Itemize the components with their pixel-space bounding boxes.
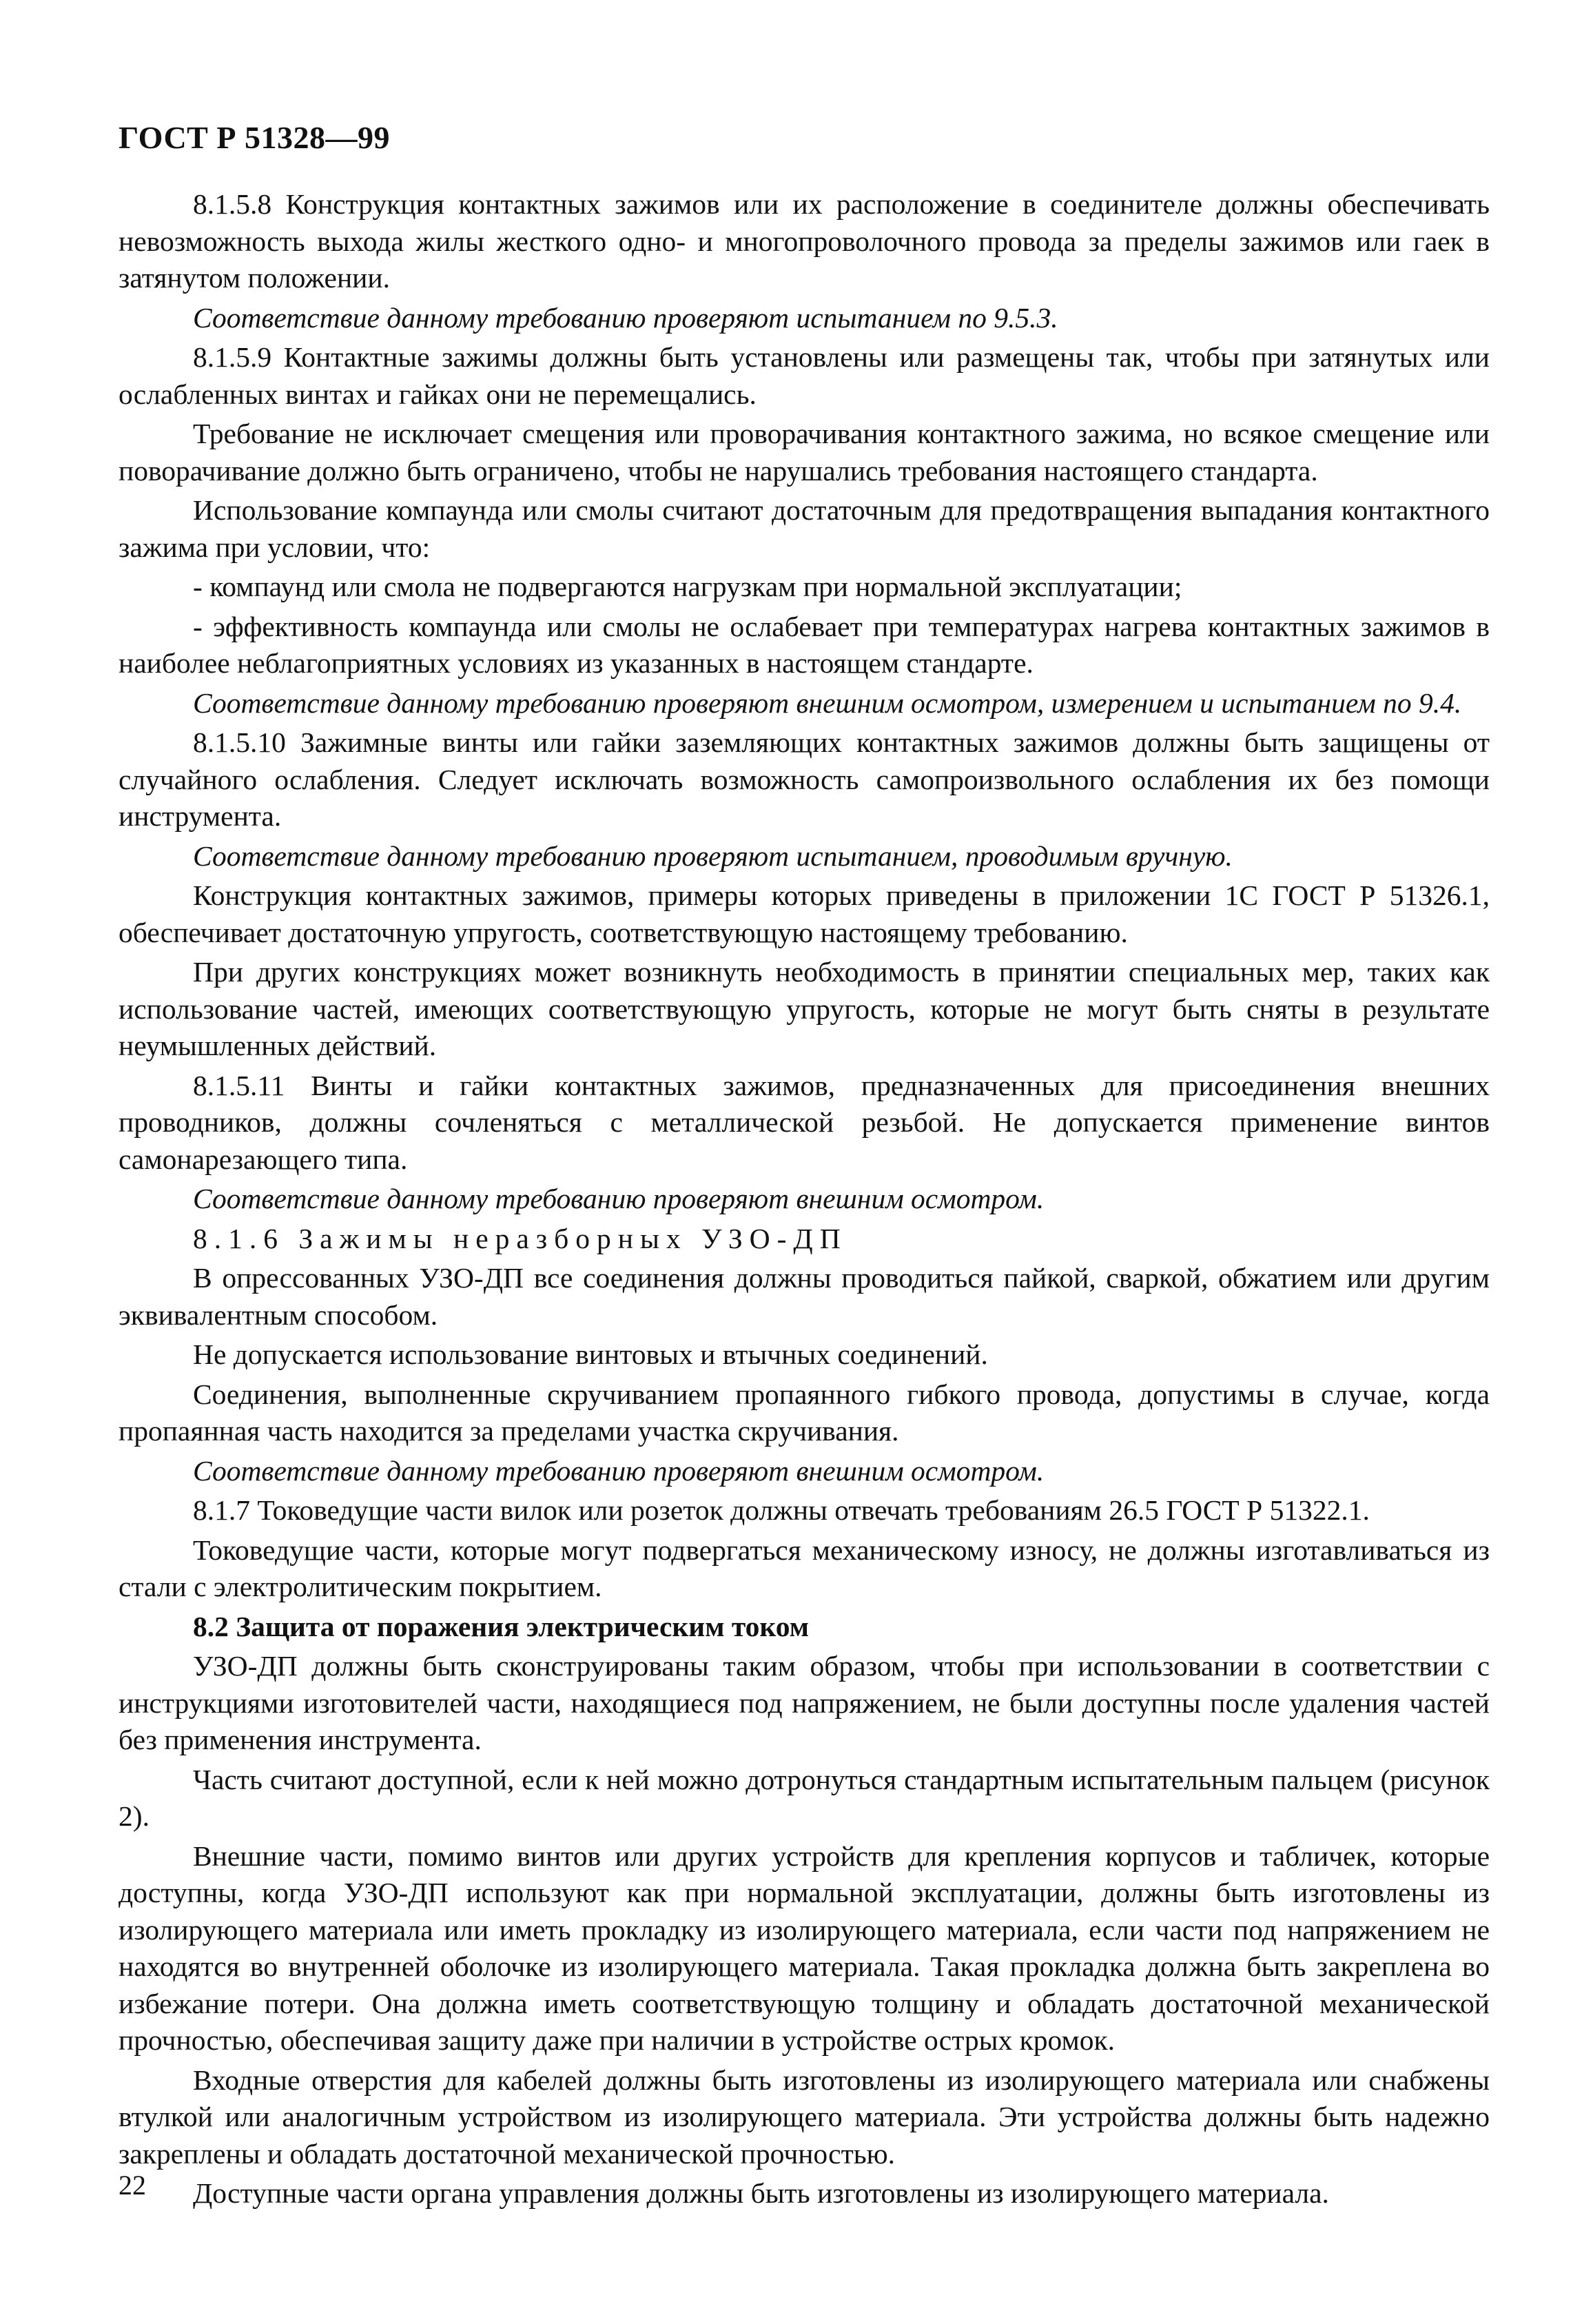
paragraph: Соответствие данному требованию проверяют внешним осмотром. (193, 1183, 1045, 1214)
paragraph: Часть считают доступной, если к ней можно дотронуться стандартным испытательным пальцем (рисунок 2). (119, 1763, 1490, 1832)
paragraph: Соответствие данному требованию проверяют внешним осмотром. (193, 1454, 1045, 1487)
paragraph: - эффективность компаунда или смолы не ослабевает при температурах нагрева контактных зажимов в наиболее неблагоприятных условиях из указанных в настоящем стандарте. (119, 610, 1490, 679)
paragraph: Токоведущие части, которые могут подвергаться механическому износу, не должны изготавливаться из стали с электролитическим покрытием. (119, 1533, 1490, 1602)
paragraph: Соответствие данному требованию проверяют испытанием, проводимым вручную. (193, 839, 1233, 872)
paragraph: 8.1.5.9 Контактные зажимы должны быть установлены или размещены так, чтобы при затянутых или ослабленных винтах и гайках они не перемещались. (119, 341, 1490, 410)
paragraph: 8.1.5.8 Конструкция контактных зажимов или их расположение в соединителе должны обеспечивать невозможность выхода жилы жесткого одно- и многопроволочного провода за пределы зажимов или гаек в затянутом положении. (119, 188, 1490, 294)
paragraph: В опрессованных УЗО-ДП все соединения должны проводиться пайкой, сваркой, обжатием или другим эквивалентным способом. (119, 1262, 1490, 1331)
paragraph: При других конструкциях может возникнуть необходимость в принятии специальных мер, таких как использование частей, имеющих соответствующую упругость, которые не могут быть сняты в результате неумышленных действий. (119, 956, 1490, 1061)
subsection-heading: 8.1.6 Зажимы неразборных УЗО-ДП (193, 1222, 847, 1254)
paragraph: Требование не исключает смещения или проворачивания контактного зажима, но всякое смещение или поворачивание должно быть ограничено, чтобы не нарушались требования настоящего стандарта. (119, 418, 1490, 487)
section-heading: 8.2 Защита от поражения электрическим током (193, 1610, 810, 1642)
paragraph: Соединения, выполненные скручиванием пропаянного гибкого провода, допустимы в случае, когда пропаянная часть находится за пределами участка скручивания. (119, 1378, 1490, 1447)
paragraph: 8.1.5.10 Зажимные винты или гайки заземляющих контактных зажимов должны быть защищены от случайного ослабления. Следует исключать возможность самопроизвольного ослабления их без помощи инструмента. (119, 726, 1490, 832)
document-body (119, 186, 1490, 2212)
document-header: ГОСТ Р 51328—99 (119, 120, 390, 155)
paragraph: Не допускается использование винтовых и втычных соединений. (193, 1338, 988, 1370)
paragraph: 8.1.5.11 Винты и гайки контактных зажимов, предназначенных для присоединения внешних проводников, должны сочленяться с металлической резьбой. Не допускается применение винтов самонарезающего типа. (119, 1069, 1490, 1175)
paragraph: Использование компаунда или смолы считают достаточным для предотвращения выпадания контактного зажима при условии, что: (119, 494, 1490, 563)
paragraph: Соответствие данному требованию проверяют испытанием по 9.5.3. (193, 301, 1058, 334)
page-number: 22 (119, 2170, 146, 2201)
paragraph: Доступные части органа управления должны быть изготовлены из изолирующего материала. (193, 2177, 1329, 2209)
paragraph: УЗО-ДП должны быть сконструированы таким образом, чтобы при использовании в соответствии с инструкциями изготовителей части, находящиеся под напряжением, не были доступны после удаления частей без применения инструмента. (119, 1650, 1490, 1755)
paragraph: Конструкция контактных зажимов, примеры которых приведены в приложении 1С ГОСТ Р 51326.1, обеспечивает достаточную упругость, соответствующую настоящему требованию. (119, 879, 1490, 948)
paragraph: Входные отверстия для кабелей должны быть изготовлены из изолирующего материала или снабжены втулкой или аналогичным устройством из изолирующего материала. Эти устройства должны быть надежно закреплены и обладать достаточной механической прочностью. (119, 2063, 1490, 2170)
paragraph: Внешние части, помимо винтов или других устройств для крепления корпусов и табличек, которые доступны, когда УЗО-ДП используют как при нормальной эксплуатации, должны быть изготовлены из изолирующего материала или иметь прокладку из изолирующего материала, если части под напряжением не находятся во внутренней оболочке из изолирующего материала. Такая прокладка должна быть закреплена во избежание потери. Она должна иметь соответствующую толщину и обладать достаточной механической прочностью, обеспечивая защиту даже при наличии в устройстве острых кромок. (119, 1839, 1490, 2056)
document-page (119, 117, 1490, 2212)
paragraph: - компаунд или смола не подвергаются нагрузкам при нормальной эксплуатации; (193, 571, 1182, 602)
paragraph: Соответствие данному требованию проверяют внешним осмотром, измерением и испытанием по 9.4. (193, 686, 1462, 719)
paragraph: 8.1.7 Токоведущие части вилок или розеток должны отвечать требованиям 26.5 ГОСТ Р 51322.1. (193, 1494, 1370, 1526)
